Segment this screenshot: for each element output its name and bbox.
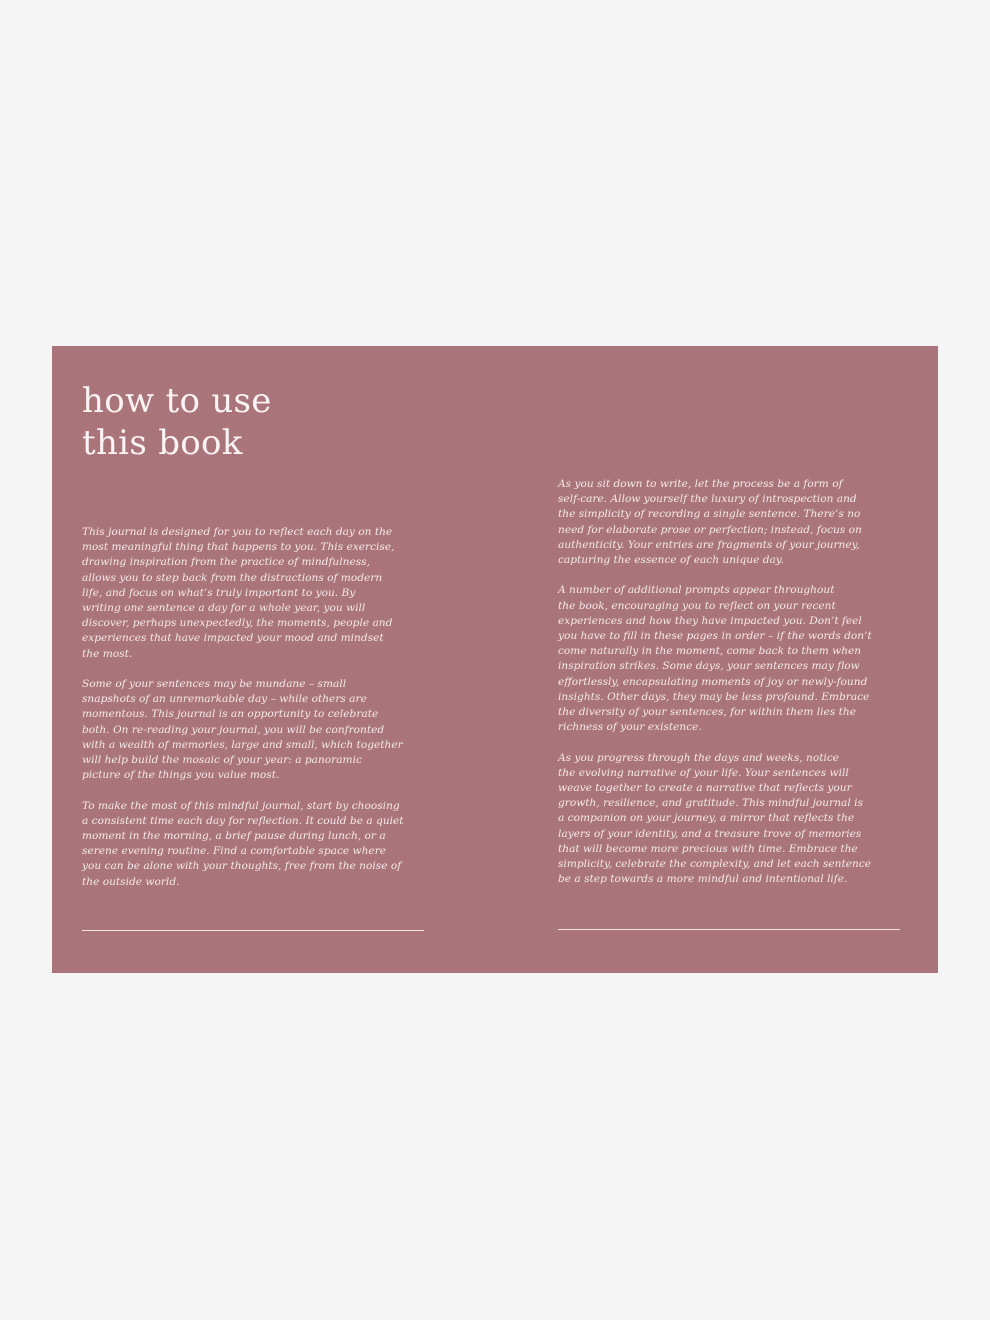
paragraph-3 — [82, 799, 424, 890]
left-text-column — [82, 525, 424, 905]
text-line: be a step towards a more mindful and intentional life. — [558, 873, 848, 886]
text-line: the evolving narrative of your life. Your sentences will — [558, 766, 849, 779]
text-line: life, and focus on what’s truly important to you. By — [82, 586, 356, 599]
text-line: come naturally in the moment, come back to them when — [558, 645, 862, 658]
text-line: capturing the essence of each unique day. — [558, 554, 784, 567]
text-line: inspiration strikes. Some days, your sentences may flow — [558, 660, 860, 673]
paragraph-1 — [82, 525, 424, 662]
title-line: how to use — [82, 381, 272, 421]
right-text-column — [558, 477, 900, 903]
text-line: that will become more precious with time. Embrace the — [558, 842, 858, 855]
text-line: the outside world. — [82, 875, 180, 888]
text-line: a companion on your journey, a mirror that reflects the — [558, 812, 855, 825]
text-line: will help build the mosaic of your year: a panoramic — [82, 754, 362, 767]
text-line: experiences and how they have impacted you. Don’t feel — [558, 614, 862, 627]
text-line: the simplicity of recording a single sentence. There’s no — [558, 508, 861, 521]
text-line: To make the most of this mindful journal, start by choosing — [82, 799, 400, 812]
text-line: layers of your identity, and a treasure trove of memories — [558, 827, 862, 840]
paragraph-5 — [558, 583, 900, 735]
left-page — [82, 346, 424, 973]
text-line: moment in the morning, a brief pause during lunch, or a — [82, 830, 386, 843]
text-line: As you progress through the days and weeks, notice — [558, 751, 840, 764]
text-line: snapshots of an unremarkable day – while others are — [82, 693, 367, 706]
title-line: this book — [82, 423, 243, 463]
text-line: with a wealth of memories, large and small, which together — [82, 738, 403, 751]
paragraph-6 — [558, 751, 900, 888]
text-line: momentous. This journal is an opportunity to celebrate — [82, 708, 379, 721]
text-line: growth, resilience, and gratitude. This mindful journal is — [558, 797, 863, 810]
paragraph-4 — [558, 477, 900, 568]
text-line: you can be alone with your thoughts, free from the noise of — [82, 860, 402, 873]
text-line: writing one sentence a day for a whole year, you will — [82, 602, 366, 615]
page-title — [82, 380, 272, 464]
right-page — [558, 346, 900, 973]
text-line: both. On re-reading your journal, you will be confronted — [82, 723, 385, 736]
text-line: the book, encouraging you to reflect on your recent — [558, 599, 836, 612]
text-line: simplicity, celebrate the complexity, and let each sentence — [558, 858, 872, 871]
text-line: need for elaborate prose or perfection; instead, focus on — [558, 523, 862, 536]
text-line: serene evening routine. Find a comfortable space where — [82, 845, 387, 858]
text-line: the most. — [82, 647, 133, 660]
text-line: self-care. Allow yourself the luxury of introspection and — [558, 493, 857, 506]
text-line: a consistent time each day for reflection. It could be a quiet — [82, 814, 404, 827]
text-line: weave together to create a narrative that reflects your — [558, 782, 852, 795]
text-line: A number of additional prompts appear throughout — [558, 584, 835, 597]
text-line: the diversity of your sentences, for within them lies the — [558, 706, 856, 719]
text-line: drawing inspiration from the practice of mindfulness, — [82, 556, 370, 569]
right-divider-line — [558, 929, 900, 930]
text-line: experiences that have impacted your mood and mindset — [82, 632, 384, 645]
text-line: This journal is designed for you to reflect each day on the — [82, 526, 393, 538]
text-line: authenticity. Your entries are fragments of your journey, — [558, 538, 860, 551]
text-line: insights. Other days, they may be less profound. Embrace — [558, 690, 870, 703]
text-line: As you sit down to write, let the process be a form of — [558, 478, 843, 490]
paragraph-2 — [82, 677, 424, 783]
text-line: most meaningful thing that happens to you. This exercise, — [82, 541, 395, 554]
text-line: you have to fill in these pages in order – if the words don’t — [558, 630, 872, 643]
book-spread — [52, 346, 938, 973]
left-divider-line — [82, 930, 424, 931]
text-line: effortlessly, encapsulating moments of joy or newly-found — [558, 675, 868, 688]
text-line: allows you to step back from the distractions of modern — [82, 571, 383, 584]
text-line: Some of your sentences may be mundane – small — [82, 678, 347, 691]
text-line: richness of your existence. — [558, 721, 702, 734]
text-line: discover, perhaps unexpectedly, the moments, people and — [82, 617, 393, 630]
text-line: picture of the things you value most. — [82, 769, 280, 782]
